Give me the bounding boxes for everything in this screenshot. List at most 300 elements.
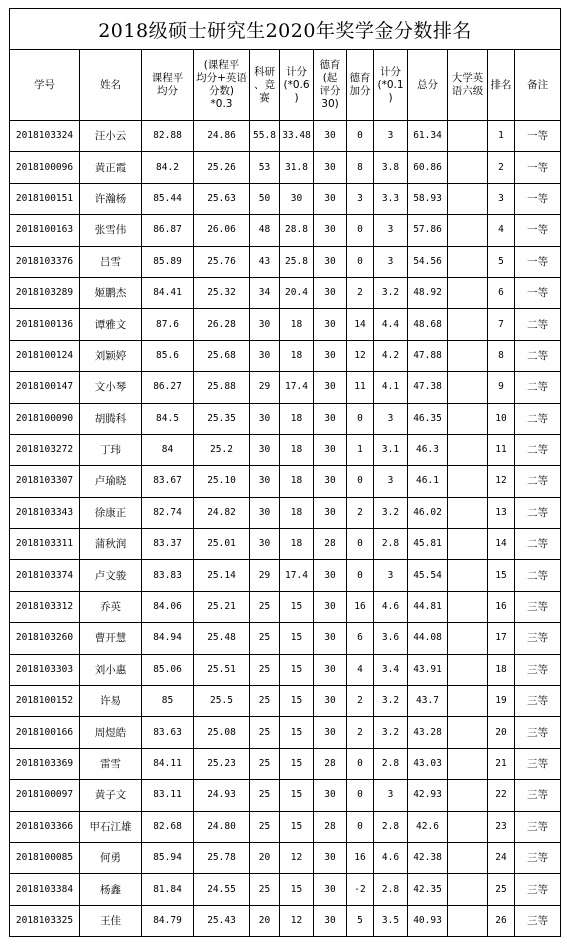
cell-student-id: 2018100136 (10, 309, 80, 340)
cell-moral-score: 3 (374, 215, 408, 246)
cell-research-competition: 25 (250, 686, 280, 717)
cell-remark: 三等 (515, 811, 561, 842)
cell-weighted-score: 25.26 (194, 152, 250, 183)
cell-moral-score: 3 (374, 560, 408, 591)
cell-remark: 二等 (515, 529, 561, 560)
cell-moral-score: 4.2 (374, 340, 408, 371)
cell-moral-bonus: 0 (347, 780, 374, 811)
cell-moral-bonus: 0 (347, 529, 374, 560)
cell-research-competition: 29 (250, 560, 280, 591)
table-row (10, 654, 561, 685)
cell-moral-base: 30 (314, 497, 347, 528)
cell-student-id: 2018103376 (10, 246, 80, 277)
table-row (10, 372, 561, 403)
cell-research-competition: 25 (250, 591, 280, 622)
cell-moral-score: 3.2 (374, 686, 408, 717)
cell-moral-score: 2.8 (374, 811, 408, 842)
cell-name: 甲石江雄 (80, 811, 142, 842)
cell-weighted-score: 25.21 (194, 591, 250, 622)
cell-rank: 5 (488, 246, 515, 277)
table-row (10, 121, 561, 152)
cell-research-score: 15 (280, 780, 314, 811)
cell-cet6 (448, 686, 488, 717)
cell-research-score: 15 (280, 748, 314, 779)
cell-course-average: 82.74 (142, 497, 194, 528)
cell-moral-bonus: 1 (347, 434, 374, 465)
cell-remark: 二等 (515, 434, 561, 465)
cell-course-average: 81.84 (142, 874, 194, 905)
page-title: 2018级硕士研究生2020年奖学金分数排名 (10, 9, 561, 50)
cell-moral-base: 30 (314, 591, 347, 622)
cell-cet6 (448, 842, 488, 873)
cell-research-competition: 25 (250, 874, 280, 905)
cell-moral-bonus: 2 (347, 497, 374, 528)
cell-moral-base: 30 (314, 560, 347, 591)
cell-weighted-score: 25.48 (194, 623, 250, 654)
cell-moral-base: 30 (314, 686, 347, 717)
cell-course-average: 82.68 (142, 811, 194, 842)
cell-moral-score: 3 (374, 121, 408, 152)
cell-remark: 三等 (515, 780, 561, 811)
cell-moral-score: 3 (374, 780, 408, 811)
cell-name: 刘小惠 (80, 654, 142, 685)
cell-weighted-score: 25.01 (194, 529, 250, 560)
cell-moral-bonus: 8 (347, 152, 374, 183)
cell-cet6 (448, 591, 488, 622)
cell-cet6 (448, 434, 488, 465)
cell-weighted-score: 25.32 (194, 277, 250, 308)
cell-total-score: 45.81 (408, 529, 448, 560)
cell-total-score: 58.93 (408, 183, 448, 214)
cell-name: 吕雪 (80, 246, 142, 277)
cell-name: 乔英 (80, 591, 142, 622)
cell-course-average: 84.5 (142, 403, 194, 434)
cell-moral-bonus: -2 (347, 874, 374, 905)
cell-moral-score: 3.4 (374, 654, 408, 685)
table-row (10, 466, 561, 497)
cell-course-average: 83.37 (142, 529, 194, 560)
cell-name: 张雪伟 (80, 215, 142, 246)
cell-research-competition: 30 (250, 340, 280, 371)
cell-research-score: 18 (280, 434, 314, 465)
cell-student-id: 2018103369 (10, 748, 80, 779)
cell-weighted-score: 25.23 (194, 748, 250, 779)
cell-moral-bonus: 16 (347, 591, 374, 622)
cell-research-score: 20.4 (280, 277, 314, 308)
cell-student-id: 2018103343 (10, 497, 80, 528)
cell-name: 王佳 (80, 905, 142, 936)
cell-rank: 16 (488, 591, 515, 622)
cell-course-average: 86.27 (142, 372, 194, 403)
cell-moral-base: 30 (314, 623, 347, 654)
table-row (10, 591, 561, 622)
cell-cet6 (448, 152, 488, 183)
cell-moral-score: 3.2 (374, 277, 408, 308)
cell-course-average: 85 (142, 686, 194, 717)
cell-total-score: 46.3 (408, 434, 448, 465)
cell-name: 刘颖婷 (80, 340, 142, 371)
table-row (10, 215, 561, 246)
cell-total-score: 57.86 (408, 215, 448, 246)
cell-course-average: 84.94 (142, 623, 194, 654)
cell-rank: 2 (488, 152, 515, 183)
cell-rank: 17 (488, 623, 515, 654)
table-row (10, 403, 561, 434)
cell-rank: 14 (488, 529, 515, 560)
cell-research-score: 18 (280, 466, 314, 497)
cell-course-average: 84 (142, 434, 194, 465)
cell-student-id: 2018100151 (10, 183, 80, 214)
cell-moral-base: 30 (314, 372, 347, 403)
header-course-average: 课程平 均分 (142, 50, 194, 121)
cell-total-score: 47.88 (408, 340, 448, 371)
table-row (10, 874, 561, 905)
table-row (10, 434, 561, 465)
cell-rank: 4 (488, 215, 515, 246)
cell-remark: 二等 (515, 560, 561, 591)
cell-moral-base: 30 (314, 466, 347, 497)
table-row (10, 340, 561, 371)
cell-cet6 (448, 309, 488, 340)
cell-moral-base: 30 (314, 780, 347, 811)
cell-cet6 (448, 717, 488, 748)
cell-research-score: 31.8 (280, 152, 314, 183)
cell-student-id: 2018100152 (10, 686, 80, 717)
cell-cet6 (448, 403, 488, 434)
header-rank: 排名 (488, 50, 515, 121)
cell-research-score: 15 (280, 623, 314, 654)
cell-weighted-score: 24.55 (194, 874, 250, 905)
cell-moral-base: 30 (314, 340, 347, 371)
cell-research-competition: 29 (250, 372, 280, 403)
cell-moral-bonus: 2 (347, 686, 374, 717)
cell-research-competition: 30 (250, 403, 280, 434)
cell-weighted-score: 24.82 (194, 497, 250, 528)
cell-moral-bonus: 14 (347, 309, 374, 340)
cell-student-id: 2018103324 (10, 121, 80, 152)
cell-rank: 8 (488, 340, 515, 371)
cell-moral-bonus: 0 (347, 215, 374, 246)
cell-weighted-score: 25.51 (194, 654, 250, 685)
cell-course-average: 83.63 (142, 717, 194, 748)
cell-rank: 7 (488, 309, 515, 340)
cell-research-score: 17.4 (280, 372, 314, 403)
cell-remark: 三等 (515, 748, 561, 779)
cell-cet6 (448, 340, 488, 371)
cell-total-score: 48.68 (408, 309, 448, 340)
cell-moral-bonus: 0 (347, 811, 374, 842)
cell-remark: 二等 (515, 340, 561, 371)
cell-course-average: 82.88 (142, 121, 194, 152)
cell-remark: 二等 (515, 403, 561, 434)
cell-rank: 24 (488, 842, 515, 873)
cell-course-average: 84.11 (142, 748, 194, 779)
cell-name: 卢文骏 (80, 560, 142, 591)
cell-research-competition: 25 (250, 748, 280, 779)
cell-course-average: 84.79 (142, 905, 194, 936)
cell-cet6 (448, 623, 488, 654)
cell-moral-base: 30 (314, 246, 347, 277)
cell-remark: 一等 (515, 121, 561, 152)
cell-cet6 (448, 811, 488, 842)
cell-moral-score: 3.3 (374, 183, 408, 214)
cell-total-score: 42.93 (408, 780, 448, 811)
cell-total-score: 43.28 (408, 717, 448, 748)
cell-remark: 一等 (515, 152, 561, 183)
cell-student-id: 2018100163 (10, 215, 80, 246)
cell-student-id: 2018100096 (10, 152, 80, 183)
cell-student-id: 2018100085 (10, 842, 80, 873)
cell-moral-base: 30 (314, 654, 347, 685)
cell-remark: 三等 (515, 842, 561, 873)
cell-cet6 (448, 246, 488, 277)
cell-moral-score: 3.6 (374, 623, 408, 654)
cell-moral-score: 3 (374, 246, 408, 277)
cell-research-score: 25.8 (280, 246, 314, 277)
cell-total-score: 40.93 (408, 905, 448, 936)
cell-course-average: 84.06 (142, 591, 194, 622)
cell-student-id: 2018103307 (10, 466, 80, 497)
cell-moral-bonus: 12 (347, 340, 374, 371)
table-row (10, 183, 561, 214)
cell-name: 杨鑫 (80, 874, 142, 905)
cell-rank: 22 (488, 780, 515, 811)
cell-moral-base: 30 (314, 183, 347, 214)
cell-student-id: 2018103384 (10, 874, 80, 905)
cell-name: 丁玮 (80, 434, 142, 465)
table-row (10, 842, 561, 873)
cell-moral-bonus: 0 (347, 748, 374, 779)
cell-total-score: 46.35 (408, 403, 448, 434)
header-research-competition: 科研 、竞 赛 (250, 50, 280, 121)
cell-weighted-score: 25.88 (194, 372, 250, 403)
header-research-score: 计分 (*0.6 ) (280, 50, 314, 121)
cell-rank: 1 (488, 121, 515, 152)
cell-cet6 (448, 874, 488, 905)
cell-course-average: 86.87 (142, 215, 194, 246)
header-moral-base: 德育 (起 评分 30) (314, 50, 347, 121)
cell-total-score: 47.38 (408, 372, 448, 403)
cell-moral-score: 3.5 (374, 905, 408, 936)
cell-research-competition: 30 (250, 309, 280, 340)
cell-rank: 15 (488, 560, 515, 591)
cell-total-score: 46.1 (408, 466, 448, 497)
cell-cet6 (448, 529, 488, 560)
cell-moral-base: 28 (314, 529, 347, 560)
cell-moral-score: 2.8 (374, 874, 408, 905)
table-row (10, 560, 561, 591)
cell-course-average: 84.2 (142, 152, 194, 183)
cell-student-id: 2018103374 (10, 560, 80, 591)
cell-moral-base: 30 (314, 874, 347, 905)
cell-cet6 (448, 748, 488, 779)
table-row (10, 277, 561, 308)
cell-research-competition: 20 (250, 905, 280, 936)
cell-moral-score: 2.8 (374, 748, 408, 779)
cell-weighted-score: 25.10 (194, 466, 250, 497)
cell-remark: 一等 (515, 183, 561, 214)
cell-rank: 12 (488, 466, 515, 497)
cell-total-score: 48.92 (408, 277, 448, 308)
cell-name: 胡腾科 (80, 403, 142, 434)
scholarship-ranking-table (9, 8, 561, 937)
cell-moral-score: 4.6 (374, 842, 408, 873)
table-row (10, 811, 561, 842)
cell-rank: 19 (488, 686, 515, 717)
cell-student-id: 2018100147 (10, 372, 80, 403)
cell-rank: 25 (488, 874, 515, 905)
cell-remark: 二等 (515, 497, 561, 528)
cell-student-id: 2018103311 (10, 529, 80, 560)
cell-moral-score: 4.6 (374, 591, 408, 622)
cell-total-score: 43.7 (408, 686, 448, 717)
cell-name: 何勇 (80, 842, 142, 873)
cell-rank: 13 (488, 497, 515, 528)
cell-total-score: 42.35 (408, 874, 448, 905)
cell-name: 黄正霞 (80, 152, 142, 183)
header-moral-score: 计分 (*0.1 ) (374, 50, 408, 121)
cell-weighted-score: 25.63 (194, 183, 250, 214)
cell-rank: 6 (488, 277, 515, 308)
cell-moral-base: 28 (314, 748, 347, 779)
cell-cet6 (448, 905, 488, 936)
cell-research-score: 12 (280, 842, 314, 873)
cell-research-score: 12 (280, 905, 314, 936)
cell-moral-base: 30 (314, 434, 347, 465)
cell-remark: 二等 (515, 466, 561, 497)
cell-moral-bonus: 3 (347, 183, 374, 214)
cell-research-competition: 30 (250, 434, 280, 465)
cell-research-score: 28.8 (280, 215, 314, 246)
cell-course-average: 85.6 (142, 340, 194, 371)
cell-moral-score: 2.8 (374, 529, 408, 560)
cell-course-average: 85.06 (142, 654, 194, 685)
cell-student-id: 2018100090 (10, 403, 80, 434)
cell-student-id: 2018103289 (10, 277, 80, 308)
cell-moral-bonus: 11 (347, 372, 374, 403)
cell-total-score: 44.81 (408, 591, 448, 622)
cell-remark: 三等 (515, 686, 561, 717)
cell-research-competition: 25 (250, 717, 280, 748)
cell-weighted-score: 24.93 (194, 780, 250, 811)
cell-research-competition: 34 (250, 277, 280, 308)
cell-research-competition: 53 (250, 152, 280, 183)
cell-weighted-score: 25.2 (194, 434, 250, 465)
cell-name: 卢瑜晓 (80, 466, 142, 497)
cell-research-score: 15 (280, 654, 314, 685)
table-row (10, 246, 561, 277)
header-cet6: 大学英 语六级 (448, 50, 488, 121)
cell-moral-base: 30 (314, 842, 347, 873)
cell-rank: 21 (488, 748, 515, 779)
cell-moral-bonus: 2 (347, 277, 374, 308)
cell-total-score: 43.91 (408, 654, 448, 685)
cell-weighted-score: 25.76 (194, 246, 250, 277)
cell-cet6 (448, 183, 488, 214)
cell-rank: 20 (488, 717, 515, 748)
cell-total-score: 44.08 (408, 623, 448, 654)
cell-research-competition: 30 (250, 529, 280, 560)
table-row (10, 717, 561, 748)
cell-moral-base: 28 (314, 811, 347, 842)
cell-remark: 三等 (515, 905, 561, 936)
table-row (10, 152, 561, 183)
cell-research-competition: 55.8 (250, 121, 280, 152)
cell-research-competition: 48 (250, 215, 280, 246)
cell-moral-base: 30 (314, 121, 347, 152)
cell-moral-bonus: 16 (347, 842, 374, 873)
cell-weighted-score: 26.28 (194, 309, 250, 340)
cell-moral-base: 30 (314, 152, 347, 183)
cell-research-competition: 30 (250, 466, 280, 497)
cell-remark: 三等 (515, 654, 561, 685)
cell-moral-bonus: 4 (347, 654, 374, 685)
cell-moral-bonus: 6 (347, 623, 374, 654)
cell-research-competition: 20 (250, 842, 280, 873)
cell-cet6 (448, 372, 488, 403)
cell-cet6 (448, 277, 488, 308)
cell-weighted-score: 26.06 (194, 215, 250, 246)
cell-remark: 一等 (515, 277, 561, 308)
cell-course-average: 83.67 (142, 466, 194, 497)
cell-research-score: 18 (280, 403, 314, 434)
cell-student-id: 2018100124 (10, 340, 80, 371)
cell-total-score: 54.56 (408, 246, 448, 277)
cell-course-average: 83.11 (142, 780, 194, 811)
cell-weighted-score: 25.68 (194, 340, 250, 371)
cell-weighted-score: 25.5 (194, 686, 250, 717)
cell-research-score: 30 (280, 183, 314, 214)
cell-research-score: 15 (280, 811, 314, 842)
cell-student-id: 2018103272 (10, 434, 80, 465)
cell-moral-base: 30 (314, 277, 347, 308)
cell-weighted-score: 24.80 (194, 811, 250, 842)
cell-research-score: 18 (280, 309, 314, 340)
cell-moral-bonus: 0 (347, 560, 374, 591)
cell-research-competition: 25 (250, 780, 280, 811)
table-row (10, 905, 561, 936)
cell-student-id: 2018100097 (10, 780, 80, 811)
cell-name: 周煜皓 (80, 717, 142, 748)
cell-remark: 二等 (515, 372, 561, 403)
cell-student-id: 2018103366 (10, 811, 80, 842)
cell-moral-bonus: 0 (347, 403, 374, 434)
cell-research-competition: 25 (250, 654, 280, 685)
cell-moral-score: 3 (374, 466, 408, 497)
cell-student-id: 2018103325 (10, 905, 80, 936)
cell-moral-base: 30 (314, 717, 347, 748)
cell-moral-score: 3.1 (374, 434, 408, 465)
cell-research-score: 15 (280, 686, 314, 717)
cell-moral-score: 4.1 (374, 372, 408, 403)
cell-weighted-score: 25.08 (194, 717, 250, 748)
table-body (10, 121, 561, 937)
cell-rank: 11 (488, 434, 515, 465)
cell-name: 蒲秋润 (80, 529, 142, 560)
cell-name: 许瀚杨 (80, 183, 142, 214)
cell-moral-bonus: 0 (347, 246, 374, 277)
cell-research-score: 18 (280, 340, 314, 371)
cell-name: 徐康正 (80, 497, 142, 528)
cell-rank: 26 (488, 905, 515, 936)
cell-research-score: 15 (280, 591, 314, 622)
cell-cet6 (448, 497, 488, 528)
cell-course-average: 87.6 (142, 309, 194, 340)
cell-cet6 (448, 654, 488, 685)
cell-moral-base: 30 (314, 403, 347, 434)
cell-weighted-score: 24.86 (194, 121, 250, 152)
cell-rank: 23 (488, 811, 515, 842)
